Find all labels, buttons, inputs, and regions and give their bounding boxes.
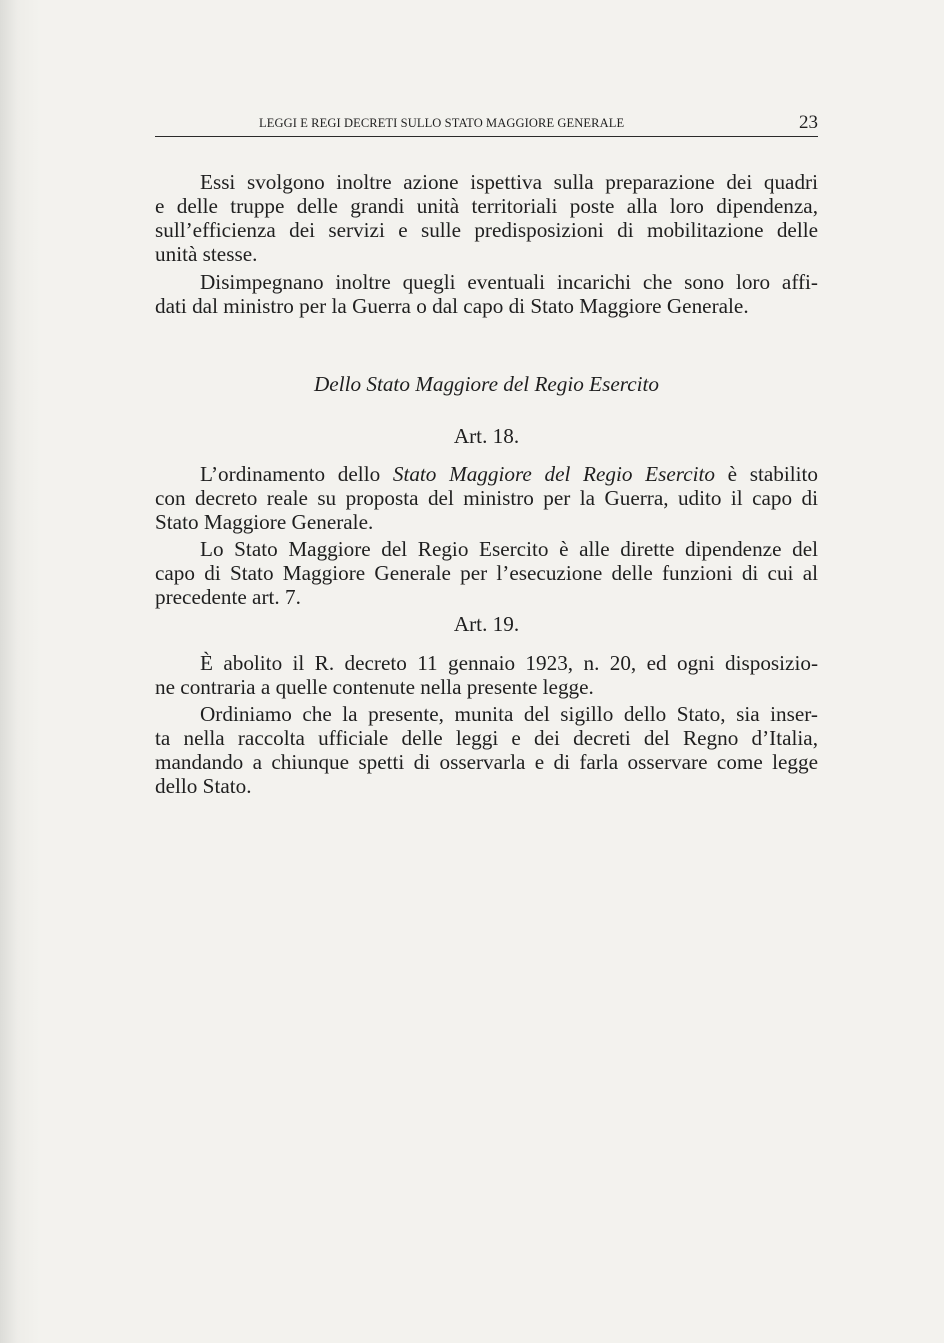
paragraph-5 — [155, 651, 818, 699]
text-line: Stato Maggiore Generale. — [155, 510, 374, 534]
running-title: LEGGI E REGI DECRETI SULLO STATO MAGGIORE GENERALE — [259, 116, 625, 130]
paragraph-2 — [155, 270, 818, 318]
article-18-heading: Art. 18. — [453, 424, 520, 448]
text-line: ne contraria a quelle contenute nella presente legge. — [155, 675, 594, 699]
text-run: è stabilito — [714, 462, 818, 486]
text-line: sull’efficienza dei servizi e sulle predisposizioni di mobilitazione delle — [155, 218, 818, 242]
text-run: L’ordinamento dello — [200, 462, 393, 486]
text-line — [155, 462, 818, 486]
italic-run: Stato Maggiore del Regio Esercito — [392, 462, 715, 486]
page-number: 23 — [799, 112, 818, 133]
text-line: precedente art. 7. — [155, 585, 301, 609]
paragraph-4 — [155, 537, 818, 609]
text-line: unità stesse. — [155, 242, 258, 266]
text-line: mandando a chiunque spetti di osservarla e di farla osservare come legge — [155, 750, 818, 774]
text-line: e delle truppe delle grandi unità territoriali poste alla loro dipendenza, — [155, 194, 818, 218]
text-line: dello Stato. — [155, 774, 252, 798]
text-line: Essi svolgono inoltre azione ispettiva sulla preparazione dei quadri — [200, 170, 818, 194]
text-line: capo di Stato Maggiore Generale per l’esecuzione delle funzioni di cui al — [155, 561, 818, 585]
paragraph-6 — [155, 702, 818, 798]
text-line: Ordiniamo che la presente, munita del sigillo dello Stato, sia inser- — [200, 702, 818, 726]
text-line: con decreto reale su proposta del ministro per la Guerra, udito il capo di — [155, 486, 818, 510]
text-line: Lo Stato Maggiore del Regio Esercito è alle dirette dipendenze del — [200, 537, 818, 561]
text-line: Disimpegnano inoltre quegli eventuali incarichi che sono loro affi- — [200, 270, 818, 294]
text-line: dati dal ministro per la Guerra o dal capo di Stato Maggiore Generale. — [155, 294, 749, 318]
running-header — [155, 112, 818, 137]
section-heading: Dello Stato Maggiore del Regio Esercito — [313, 372, 659, 396]
text-line: È abolito il R. decreto 11 gennaio 1923, n. 20, ed ogni disposizio- — [200, 651, 818, 675]
paragraph-3 — [155, 462, 818, 534]
article-19-heading: Art. 19. — [453, 612, 520, 636]
text-line: ta nella raccolta ufficiale delle leggi e dei decreti del Regno d’Italia, — [155, 726, 818, 750]
paragraph-1 — [155, 170, 818, 266]
